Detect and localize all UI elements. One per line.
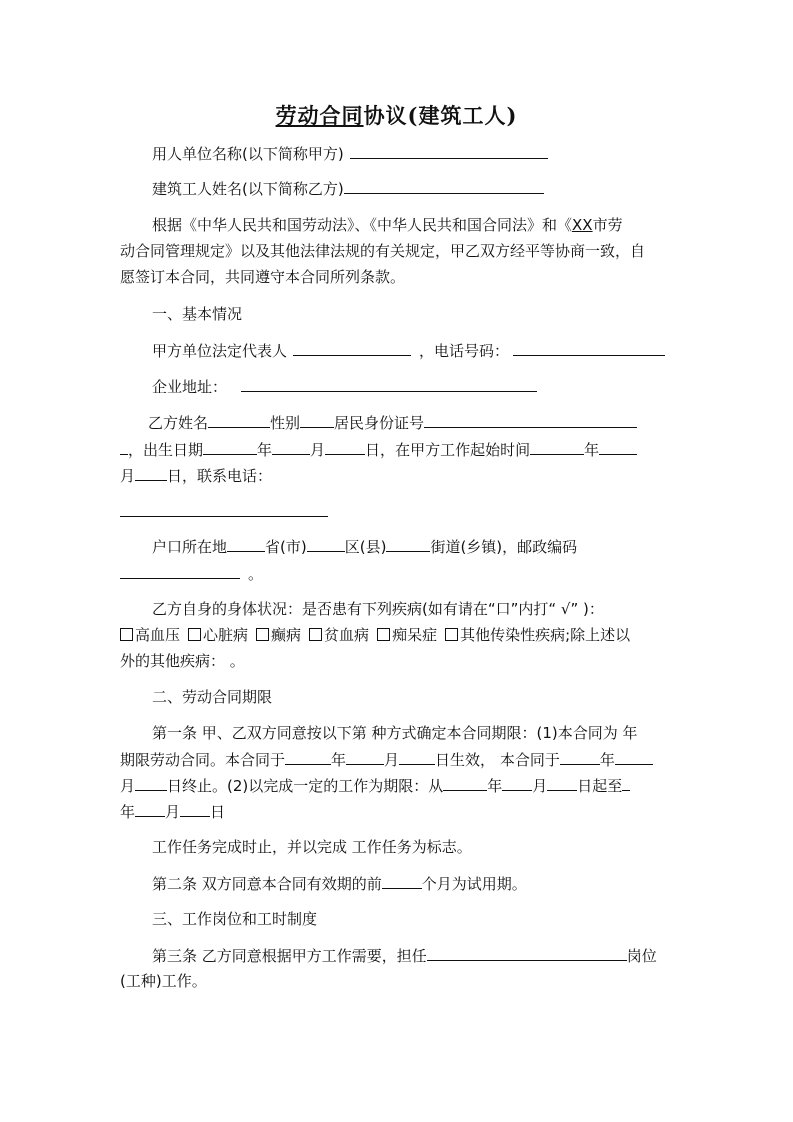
employer-name-line: [152, 143, 548, 164]
month-label: 月: [120, 777, 136, 795]
worker-name-field[interactable]: [344, 178, 544, 194]
title-rest: 协议(建筑工人): [363, 103, 518, 128]
checkbox-epilepsy[interactable]: [256, 628, 269, 641]
worker-name-line: [152, 178, 544, 199]
checkbox-anemia[interactable]: [309, 628, 322, 641]
article-1-text: 期限劳动合同。本合同于: [120, 751, 286, 769]
day-label: 日，: [365, 441, 396, 459]
postal-code-field[interactable]: [120, 563, 240, 579]
end-month-field[interactable]: [615, 749, 653, 765]
address-field[interactable]: [241, 376, 537, 392]
month-label: 月: [120, 467, 136, 485]
effective-day-field[interactable]: [399, 749, 435, 765]
province-label: 省(市): [265, 538, 307, 556]
probation-months-field[interactable]: [382, 873, 422, 889]
year-label: 年: [257, 441, 273, 459]
contact-phone-field[interactable]: [120, 516, 328, 517]
worker-name-label: 建筑工人姓名(以下简称乙方): [152, 180, 344, 198]
checkbox-label: 心脏病: [203, 626, 249, 644]
health-line-1: 乙方自身的身体状况：是否患有下列疾病(如有请在“口”内打“ √” )：: [152, 600, 604, 618]
checkbox-heart-disease[interactable]: [188, 628, 201, 641]
article-1-text: 日终止。(2)以完成一定的工作为期限：从: [167, 777, 444, 795]
preamble-line-1: [152, 215, 623, 235]
representative-label: 甲方单位法定代表人: [152, 342, 288, 360]
month-label: 月: [310, 441, 326, 459]
worker-name-blank[interactable]: [208, 412, 270, 428]
gender-label: 性别: [270, 414, 301, 432]
article-2-text: 第二条 双方同意本合同有效期的前: [152, 875, 382, 893]
address-label: 企业地址：: [152, 378, 228, 396]
article-3-text: 第三条 乙方同意根据甲方工作需要，担任: [152, 947, 427, 965]
employer-name-label: 用人单位名称(以下简称甲方): [152, 145, 344, 163]
end-year-field[interactable]: [560, 749, 600, 765]
gender-field[interactable]: [300, 412, 334, 428]
checkbox-label: 癫病: [271, 626, 302, 644]
article-1-line-3: [120, 775, 630, 796]
preamble-line-3: 愿签订本合同，共同遵守本合同所列条款。: [120, 268, 406, 286]
article-2-line: [152, 873, 527, 894]
employer-name-field[interactable]: [350, 143, 548, 159]
end-day-field[interactable]: [135, 775, 167, 791]
start-month-field[interactable]: [599, 439, 637, 455]
preamble-line-2: 动合同管理规定》以及其他法律法规的有关规定，甲乙双方经平等协商一致，自: [120, 242, 646, 260]
birth-month-field[interactable]: [272, 439, 310, 455]
address-line: [152, 376, 537, 397]
checkbox-label: 高血压: [135, 626, 181, 644]
birth-day-field[interactable]: [325, 439, 365, 455]
article-1-text: 日起至: [577, 777, 623, 795]
page-title: [0, 100, 793, 130]
task-start-month-field[interactable]: [502, 775, 532, 791]
task-completion-line: 工作任务完成时止，并以完成 工作任务为标志。: [152, 838, 472, 856]
province-field[interactable]: [227, 536, 265, 552]
representative-field[interactable]: [293, 340, 411, 356]
contact-label: 日，联系电话：: [167, 467, 273, 485]
checkbox-hypertension[interactable]: [120, 628, 133, 641]
checkbox-infectious[interactable]: [445, 628, 458, 641]
id-label: 居民身份证号: [334, 414, 425, 432]
preamble-text: 根据《中华人民共和国劳动法》、《中华人民共和国合同法》和《: [152, 216, 573, 234]
birth-label: ，出生日期: [128, 441, 204, 459]
article-1-line-4: [120, 801, 225, 822]
article-1-line-2: [120, 749, 653, 770]
checkbox-label: 其他传染性疾病;除上述以: [460, 626, 631, 644]
district-label: 区(县): [344, 538, 387, 556]
worker-info-line-1: [148, 412, 637, 433]
postal-line: [120, 563, 263, 584]
article-3-line-2: (工种)工作。: [120, 972, 207, 990]
section-heading-basic: 一、基本情况: [152, 305, 243, 323]
task-end-field[interactable]: [622, 775, 630, 791]
task-start-year-field[interactable]: [443, 775, 487, 791]
preamble-text: 市劳: [592, 216, 623, 234]
checkbox-dementia[interactable]: [377, 628, 390, 641]
section-heading-term: 二、劳动合同期限: [152, 688, 273, 706]
article-1-line-1: 第一条 甲、乙双方同意按以下第 种方式确定本合同期限：(1)本合同为 年: [152, 724, 638, 742]
hukou-label: 户口所在地: [152, 538, 228, 556]
year-label: 年: [120, 803, 136, 821]
postal-end: 。: [248, 565, 264, 583]
checkbox-label: 贫血病: [324, 626, 370, 644]
preamble-city-placeholder: XX: [572, 216, 593, 234]
position-field[interactable]: [427, 945, 627, 961]
worker-name-text: 乙方姓名: [148, 414, 209, 432]
title-underlined: 劳动合同: [275, 103, 364, 128]
article-1-text: 日生效， 本合同于: [435, 751, 560, 769]
street-field[interactable]: [386, 536, 430, 552]
article-2-text: 个月为试用期。: [421, 875, 527, 893]
article-3-line-1: [152, 945, 657, 966]
worker-info-line-3: [120, 465, 272, 486]
health-line-3: 外的其他疾病： 。: [120, 652, 245, 670]
start-year-field[interactable]: [530, 439, 584, 455]
article-3-text: 岗位: [626, 947, 657, 965]
id-field[interactable]: [424, 412, 637, 428]
hukou-line: [152, 536, 577, 557]
id-field-cont[interactable]: [120, 439, 128, 455]
effective-month-field[interactable]: [346, 749, 384, 765]
task-end-month-field[interactable]: [135, 801, 165, 817]
phone-label: ，电话号码：: [419, 342, 510, 360]
year-label: 年: [331, 751, 347, 769]
phone-field[interactable]: [513, 340, 665, 356]
year-label: 年: [599, 751, 615, 769]
start-label: 在甲方工作起始时间: [395, 441, 531, 459]
representative-line: [152, 340, 665, 361]
district-field[interactable]: [307, 536, 345, 552]
section-heading-position: 三、工作岗位和工时制度: [152, 910, 318, 928]
checkbox-label: 痴呆症: [392, 626, 438, 644]
health-checkbox-line: [120, 625, 630, 645]
street-label: 街道(乡镇)，邮政编码: [430, 538, 578, 556]
start-day-field[interactable]: [135, 465, 167, 481]
month-label: 月: [384, 751, 400, 769]
birth-year-field[interactable]: [203, 439, 257, 455]
worker-info-line-2: [120, 439, 637, 460]
task-start-day-field[interactable]: [547, 775, 577, 791]
effective-year-field[interactable]: [285, 749, 331, 765]
day-label: 日: [210, 803, 226, 821]
year-label: 年: [487, 777, 503, 795]
month-label: 月: [165, 803, 181, 821]
year-label: 年: [584, 441, 600, 459]
task-end-day-field[interactable]: [180, 801, 210, 817]
month-label: 月: [532, 777, 548, 795]
